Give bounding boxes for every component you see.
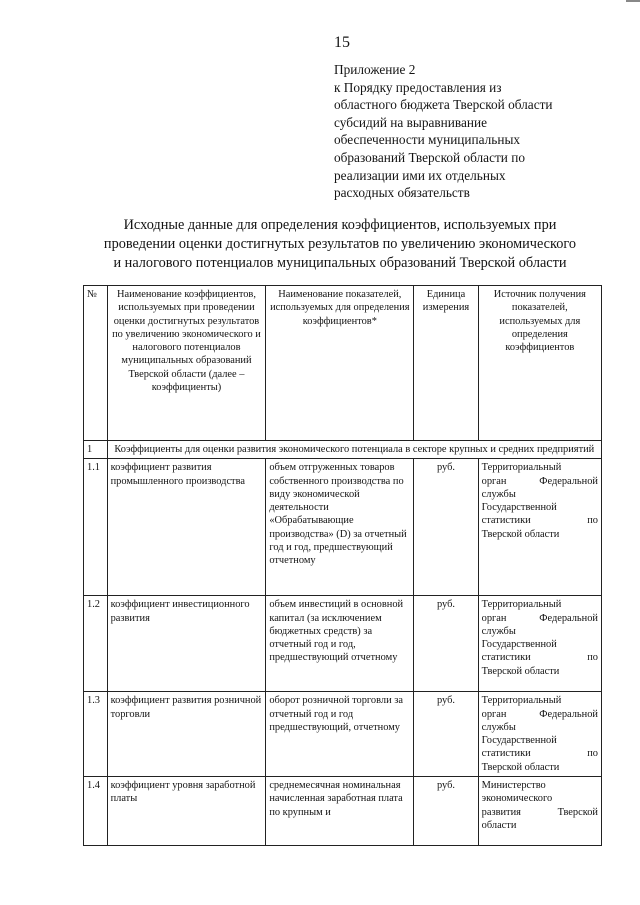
appendix-caption — [334, 61, 619, 202]
row-num: 1.3 — [84, 692, 108, 777]
row-unit: руб. — [414, 596, 478, 692]
source-line: развития Тверской — [481, 806, 598, 818]
source-line: Тверской области — [481, 761, 560, 773]
table-row — [84, 777, 602, 846]
scan-edge-mark — [626, 0, 640, 2]
row-source — [478, 459, 601, 596]
source-line: экономического — [481, 793, 553, 805]
title-line: и налогового потенциалов муниципальных образований Тверской области — [113, 255, 567, 271]
source-line: области — [481, 819, 517, 831]
source-line: статистики по — [481, 652, 598, 664]
section-row — [84, 441, 602, 459]
source-line: службы — [481, 721, 516, 733]
source-line: орган Федеральной — [481, 708, 598, 720]
header-unit: Единица измерения — [414, 286, 478, 441]
source-line: Территориальный — [481, 599, 562, 611]
row-source — [478, 777, 601, 846]
header-indicators: Наименование показателей, используемых для определения коэффициентов* — [266, 286, 414, 441]
table-header-row — [84, 286, 602, 441]
table-row — [84, 692, 602, 777]
row-num: 1.2 — [84, 596, 108, 692]
source-line: Территориальный — [481, 695, 562, 707]
section-num: 1 — [84, 441, 108, 459]
row-unit: руб. — [414, 459, 478, 596]
appendix-line: образований Тверской области по — [334, 149, 525, 165]
row-indicator: объем инвестиций в основной капитал (за исключением бюджетных средств) за отчетный год и год, предшествующий отчетному — [266, 596, 414, 692]
row-coefficient-name: коэффициент развития промышленного производства — [107, 459, 266, 596]
page-number: 15 — [334, 34, 350, 51]
source-line: Государственной — [481, 639, 557, 651]
appendix-line: Приложение 2 — [334, 62, 416, 77]
source-line: Тверской области — [481, 528, 560, 540]
appendix-line: субсидий на выравнивание — [334, 114, 488, 130]
row-indicator: среднемесячная номинальная начисленная заработная плата по крупным и — [266, 777, 414, 846]
row-coefficient-name: коэффициент уровня заработной платы — [107, 777, 266, 846]
source-line: Территориальный — [481, 462, 562, 474]
title-line: Исходные данные для определения коэффициентов, используемых при — [123, 217, 557, 233]
appendix-line: обеспеченности муниципальных — [334, 132, 521, 148]
appendix-line: к Порядку предоставления из — [334, 79, 502, 95]
row-num: 1.4 — [84, 777, 108, 846]
source-line: орган Федеральной — [481, 475, 598, 487]
row-indicator: оборот розничной торговли за отчетный год и год предшествующий, отчетному — [266, 692, 414, 777]
table-row — [84, 459, 602, 596]
row-unit: руб. — [414, 777, 478, 846]
title-line: проведении оценки достигнутых результатов по увеличению экономического — [103, 236, 577, 252]
header-source: Источник получения показателей, используемых для определения коэффициентов — [478, 286, 601, 441]
row-source — [478, 692, 601, 777]
source-line: статистики по — [481, 748, 598, 760]
source-line: орган Федеральной — [481, 612, 598, 624]
table-row — [84, 596, 602, 692]
source-line: службы — [481, 488, 516, 500]
row-num: 1.1 — [84, 459, 108, 596]
section-title: Коэффициенты для оценки развития экономического потенциала в секторе крупных и средних предприятий — [107, 441, 601, 459]
appendix-line: расходных обязательств — [334, 185, 470, 201]
source-line: Тверской области — [481, 665, 560, 677]
source-line: статистики по — [481, 515, 598, 527]
row-indicator: объем отгруженных товаров собственного производства по виду экономической деятельности «Обрабатывающие производства» (D) за отчетный год и год, предшествующий отчетному — [266, 459, 414, 596]
source-line: Государственной — [481, 502, 557, 514]
appendix-line: реализации ими их отдельных — [334, 167, 506, 183]
header-coefficient-name: Наименование коэффициентов, используемых при проведении оценки достигнутых результатов по увеличению экономического и налогового потенциалов муниципальных образований Тверской области (далее – коэффициенты) — [107, 286, 266, 441]
header-num: № — [84, 286, 108, 441]
document-title — [60, 216, 620, 273]
row-unit: руб. — [414, 692, 478, 777]
row-source — [478, 596, 601, 692]
source-line: Государственной — [481, 735, 557, 747]
row-coefficient-name: коэффициент инвестиционного развития — [107, 596, 266, 692]
source-line: службы — [481, 625, 516, 637]
source-line: Министерство — [481, 780, 546, 792]
appendix-line: областного бюджета Тверской области — [334, 97, 553, 113]
coefficients-table — [83, 285, 602, 846]
row-coefficient-name: коэффициент развития розничной торговли — [107, 692, 266, 777]
